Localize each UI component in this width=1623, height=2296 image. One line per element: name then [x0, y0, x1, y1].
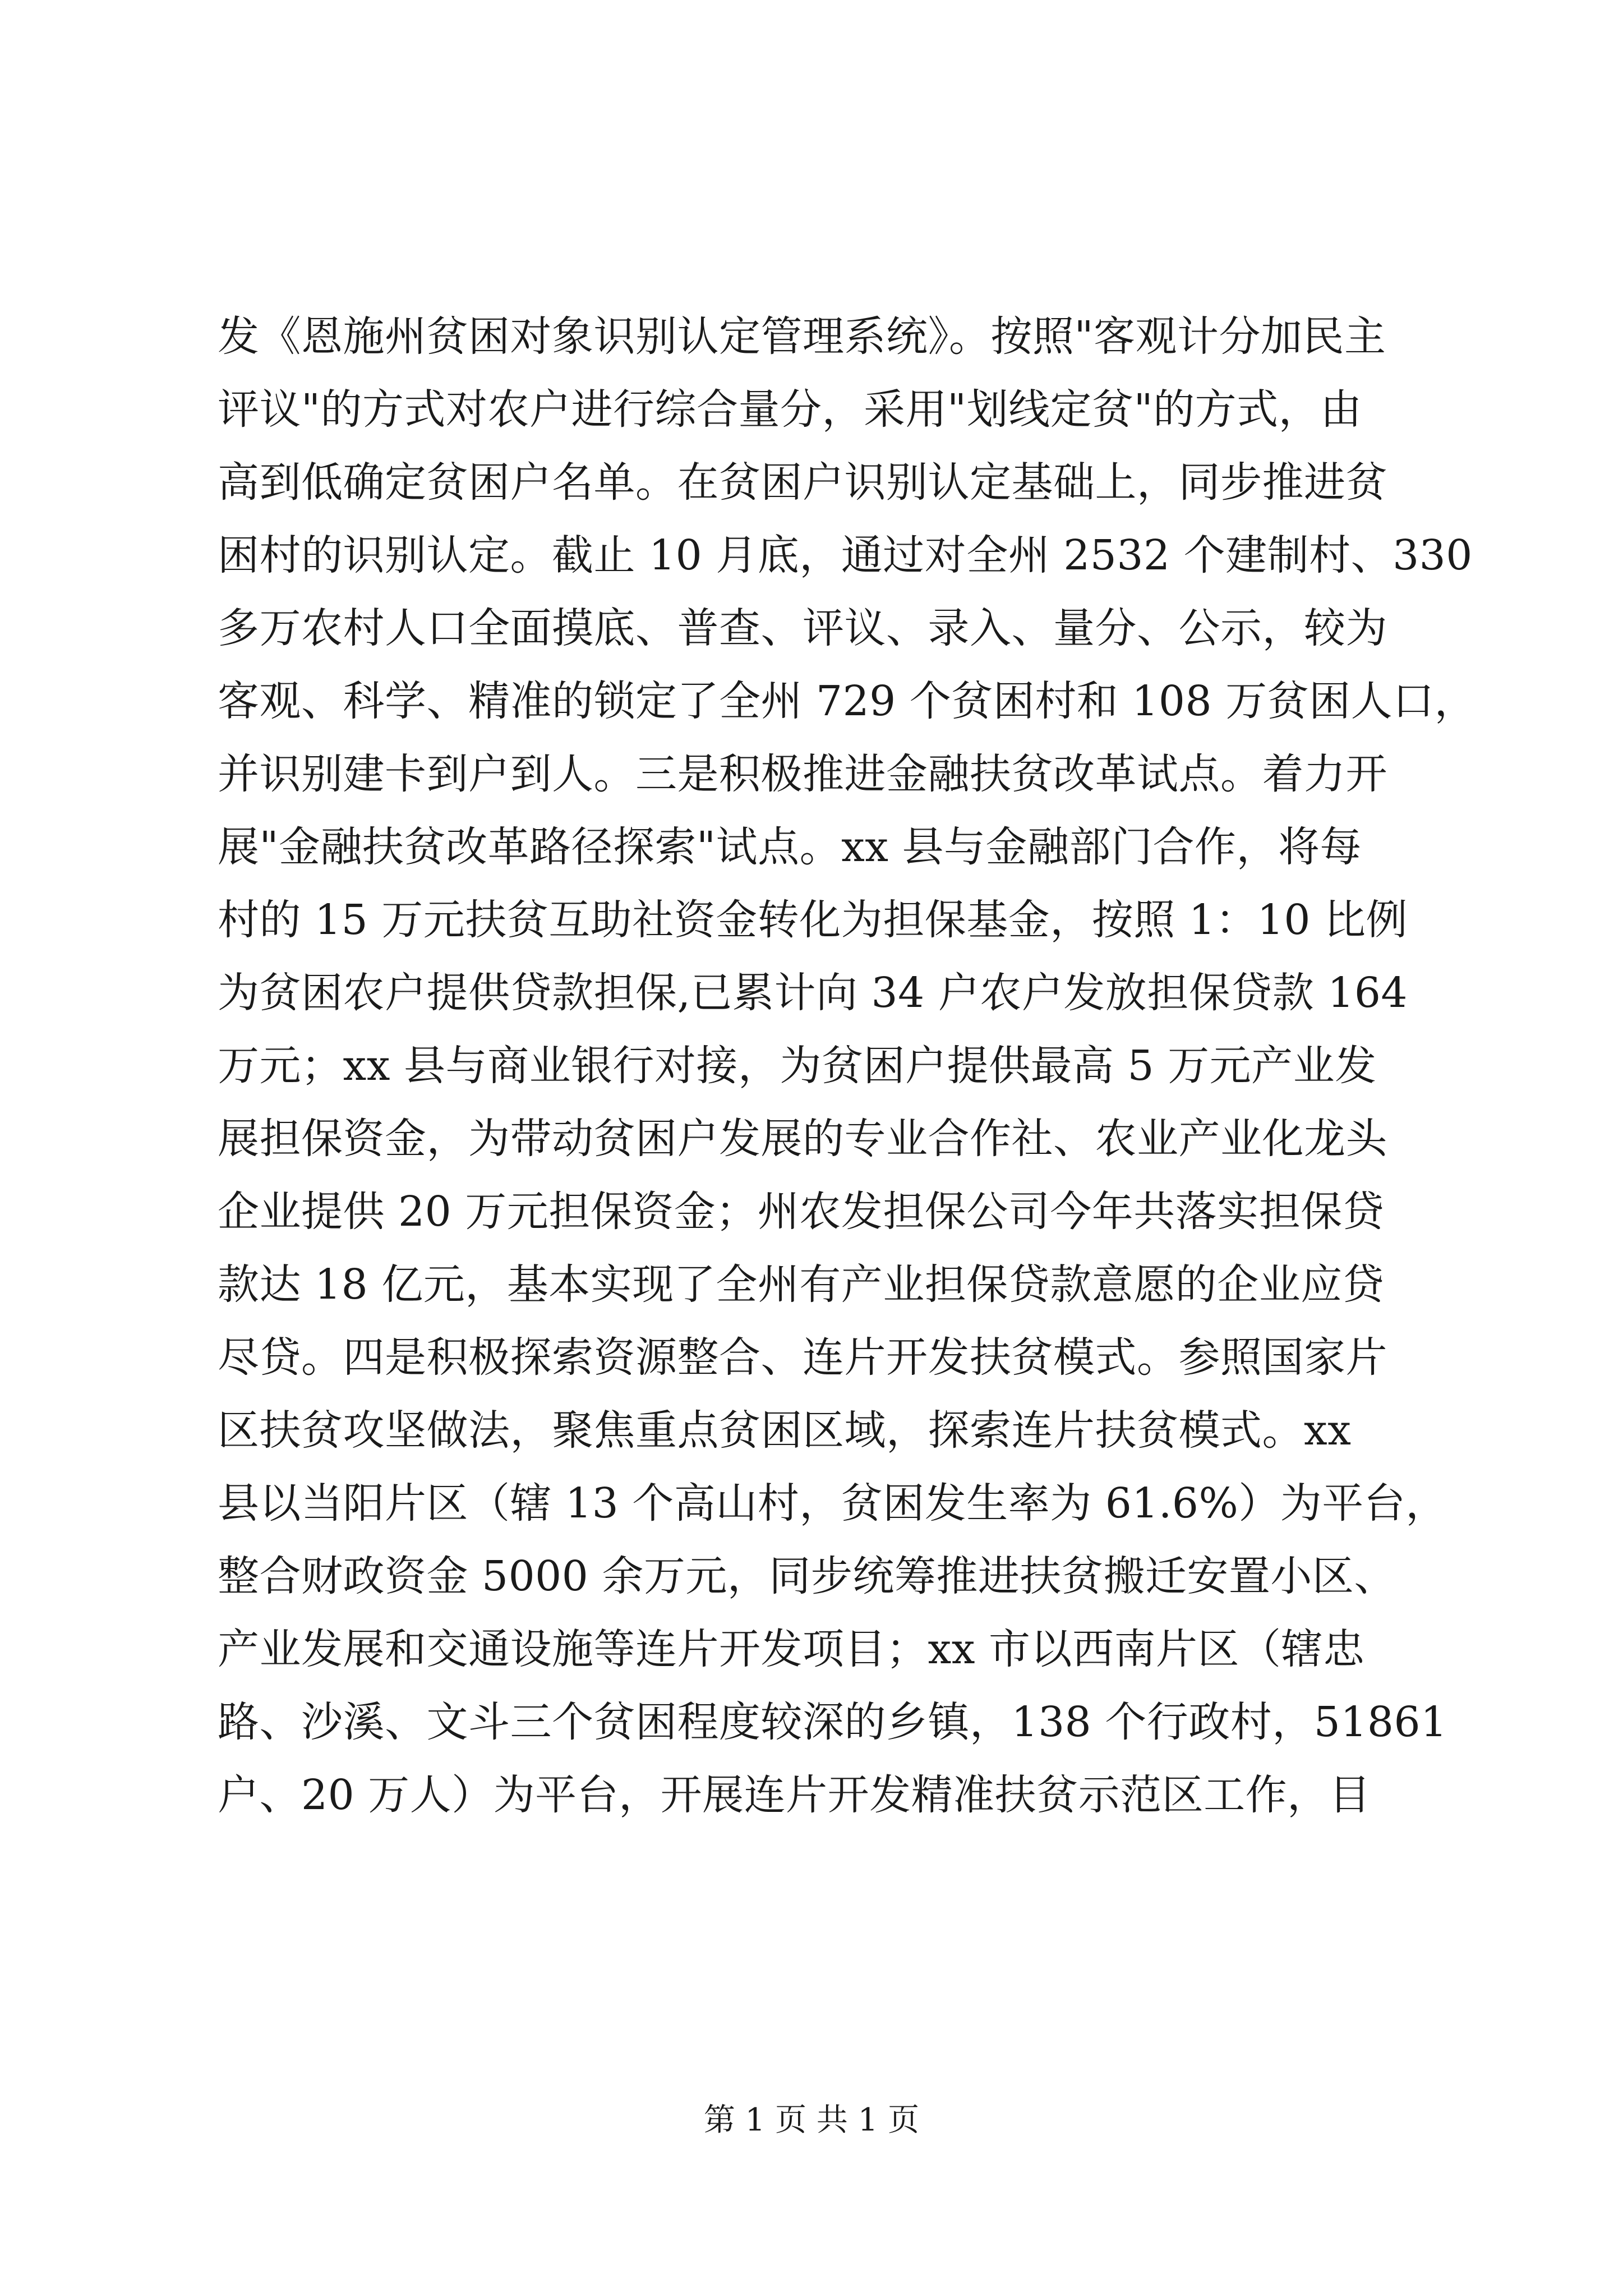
text-line: 县以当阳片区（辖 13 个高山村，贫困发生率为 61.6%）为平台，	[218, 1479, 1447, 1527]
text-line: 户、20 万人）为平台，开展连片开发精准扶贫示范区工作，目	[218, 1771, 1371, 1819]
text-line: 尽贷。四是积极探索资源整合、连片开发扶贫模式。参照国家片	[218, 1333, 1387, 1382]
text-line: 并识别建卡到户到人。三是积极推进金融扶贫改革试点。着力开	[218, 750, 1387, 798]
text-line: 展担保资金，为带动贫困户发展的专业合作社、农业产业化龙头	[218, 1115, 1387, 1163]
text-line: 为贫困农户提供贷款担保,已累计向 34 户农户发放担保贷款 164	[218, 969, 1408, 1017]
text-line: 多万农村人口全面摸底、普查、评议、录入、量分、公示，较为	[218, 604, 1387, 652]
text-line: 发《恩施州贫困对象识别认定管理系统》。按照"客观计分加民主	[218, 312, 1386, 361]
text-line: 整合财政资金 5000 余万元，同步统筹推进扶贫搬迁安置小区、	[218, 1552, 1396, 1600]
text-line: 款达 18 亿元，基本实现了全州有产业担保贷款意愿的企业应贷	[218, 1260, 1385, 1309]
text-line: 困村的识别认定。截止 10 月底，通过对全州 2532 个建制村、330	[218, 531, 1473, 579]
text-line: 客观、科学、精准的锁定了全州 729 个贫困村和 108 万贫困人口，	[218, 677, 1477, 725]
text-line: 展"金融扶贫改革路径探索"试点。xx 县与金融部门合作，将每	[218, 823, 1362, 871]
text-line: 路、沙溪、文斗三个贫困程度较深的乡镇，138 个行政村，51861	[218, 1698, 1447, 1746]
text-line: 万元；xx 县与商业银行对接，为贫困户提供最高 5 万元产业发	[218, 1042, 1377, 1090]
text-line: 产业发展和交通设施等连片开发项目；xx 市以西南片区（辖忠	[218, 1625, 1365, 1673]
page-footer: 第 1 页 共 1 页	[703, 2102, 920, 2138]
text-line: 区扶贫攻坚做法，聚焦重点贫困区域，探索连片扶贫模式。xx	[218, 1406, 1352, 1455]
body-paragraph	[218, 300, 1477, 1832]
text-line: 企业提供 20 万元担保资金；州农发担保公司今年共落实担保贷	[218, 1188, 1385, 1236]
text-line: 高到低确定贫困户名单。在贫困户识别认定基础上，同步推进贫	[218, 458, 1387, 507]
text-line: 评议"的方式对农户进行综合量分，采用"划线定贫"的方式，由	[218, 385, 1362, 434]
text-line: 村的 15 万元扶贫互助社资金转化为担保基金，按照 1：10 比例	[218, 896, 1408, 944]
